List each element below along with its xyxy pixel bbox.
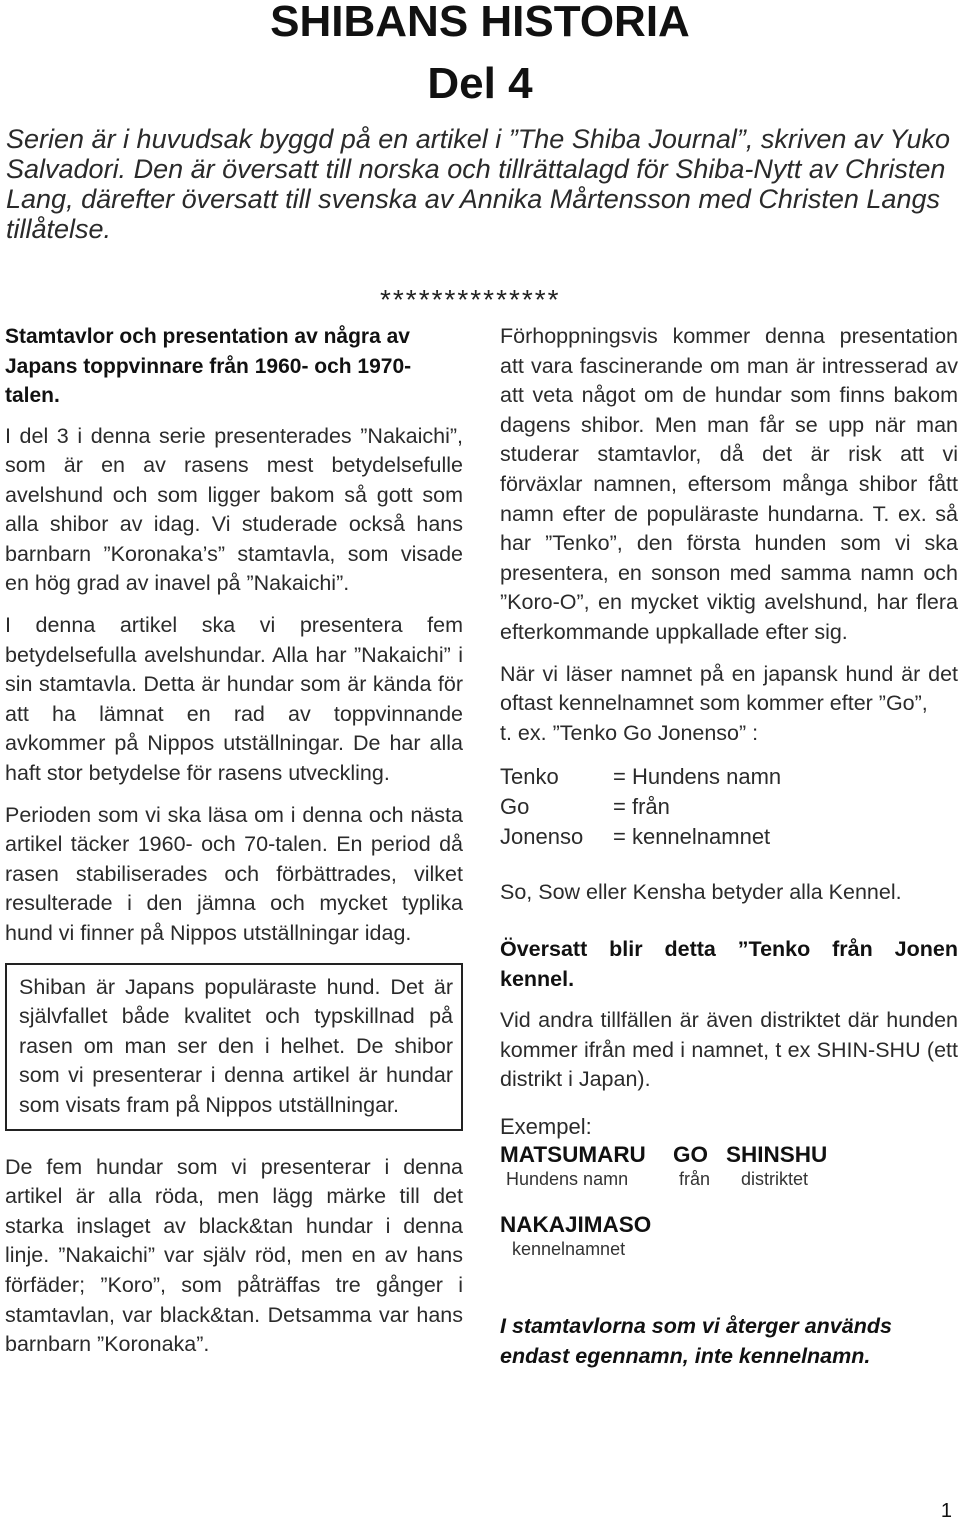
example-word: GO xyxy=(673,1141,709,1167)
definition-value: = kennelnamnet xyxy=(613,824,771,850)
name-definitions xyxy=(500,762,958,852)
definition-term: Jonenso xyxy=(500,824,584,850)
right-paragraph-2a: När vi läser namnet på en japansk hund är det oftast kennelnamnet som kommer efter ”Go”, xyxy=(500,661,958,716)
intro-paragraph: Serien är i huvudsak byggd på en artikel i ”The Shiba Journal”, skriven av Yuko Salvadori. Den är översatt till norska och tillrättalagd för Shiba-Nytt av Christen Lang, därefter översatt till svenska av Annika Mårtensson med Christen Langs tillåtelse. xyxy=(6,124,951,244)
left-column xyxy=(5,322,463,1372)
example-gloss: Hundens namn xyxy=(506,1168,629,1189)
definition-row xyxy=(500,822,958,852)
example-gloss: distriktet xyxy=(741,1168,809,1189)
left-paragraph-1: I del 3 i denna serie presenterades ”Nakaichi”, som är en av rasens mest betydelsefulle avelshund och som ligger bakom så gott som alla shibor av idag. Vi studerade också hans barnbarn ”Koronaka’s” stamtavla, som visade en hög grad av inavel på ”Nakaichi”. xyxy=(5,423,463,596)
definition-term: Go xyxy=(500,794,530,820)
info-box-text: Shiban är Japans populäraste hund. Det är självfallet både kvalitet och typskillnad på rasen om man ser den i helhet. De shibor som vi presenterar i denna artikel är hundar som visats fram på Nippos utställningar. xyxy=(19,974,453,1117)
right-paragraph-4: Vid andra tillfällen är även distriktet där hunden kommer ifrån med i namnet, t ex SHIN-SHU (ett distrikt i Japan). xyxy=(500,1007,958,1092)
left-heading: Stamtavlor och presentation av några av Japans toppvinnare från 1960- och 1970-talen. xyxy=(5,325,412,407)
definition-value: = från xyxy=(613,794,670,820)
example2-word-row xyxy=(500,1211,958,1239)
right-paragraph-2b: t. ex. ”Tenko Go Jonenso” : xyxy=(500,720,759,745)
right-column xyxy=(500,322,958,1392)
example-words xyxy=(500,1141,958,1169)
bold-translation: Översatt blir detta ”Tenko från Jonen kennel. xyxy=(500,936,958,991)
right-paragraph-3: So, Sow eller Kensha betyder alla Kennel. xyxy=(500,880,902,905)
example2-gloss-row xyxy=(500,1239,958,1259)
page-number: 1 xyxy=(940,1500,952,1522)
left-paragraph-2: I denna artikel ska vi presentera fem betydelsefulla avelshundar. Alla har ”Nakaichi” i sin stamtavla. Detta är hundar som är kända för att ha lämnat en rad av toppvinnande avkommer på Nippos utställningar. De har alla haft stor betydelse för rasens utveckling. xyxy=(5,613,463,786)
example2-gloss: kennelnamnet xyxy=(512,1238,626,1259)
definition-row xyxy=(500,792,958,822)
page-title: SHIBANS HISTORIA xyxy=(270,0,690,46)
left-paragraph-4: De fem hundar som vi presenterar i denna artikel är alla röda, men lägg märke till det starka inslaget av black&tan hundar i denna linje. ”Nakaichi” var själv röd, men en av hans förfäder; ”Koro”, som påträffas tre gånger i stamtavlan, var black&tan. Detsamma var hans barnbarn ”Koronaka”. xyxy=(5,1154,463,1357)
right-paragraph-1: Förhoppningsvis kommer denna presentation att vara fascinerande om man är intresserad av att veta något om de hundar som finns bakom dagens shibor. Men man får se upp när man studerar stamtavlor, då det är risk att vi förväxlar namnen, eftersom många shibor fått namn efter de populäraste hundarna. T. ex. så har ”Tenko”, den första hunden som vi ska presentera, en sonson med samma namn och ”Koro-O”, en mycket viktig avelshund, har flera efterkommande uppkallade efter sig. xyxy=(500,324,958,644)
definition-row xyxy=(500,762,958,792)
left-paragraph-3: Perioden som vi ska läsa om i denna och nästa artikel täcker 1960- och 70-talen. En period då rasen stabiliserades och förbättrades, vilket resulterade i den jämna och mycket typlika hund vi finner på Nippos utställningar idag. xyxy=(5,802,463,945)
page-subtitle: Del 4 xyxy=(427,59,533,108)
example-glosses xyxy=(500,1169,958,1189)
closing-note: I stamtavlorna som vi återger används endast egennamn, inte kennelnamn. xyxy=(500,1313,892,1368)
example-gloss: från xyxy=(679,1168,711,1189)
separator-stars: ************** xyxy=(380,284,561,315)
example-word: SHINSHU xyxy=(726,1141,828,1167)
info-box xyxy=(5,963,463,1131)
example-word: MATSUMARU xyxy=(500,1141,646,1167)
definition-value: = Hundens namn xyxy=(613,764,782,790)
example2-word: NAKAJIMASO xyxy=(500,1211,652,1237)
definition-term: Tenko xyxy=(500,764,559,790)
example-label: Exempel: xyxy=(500,1113,592,1139)
